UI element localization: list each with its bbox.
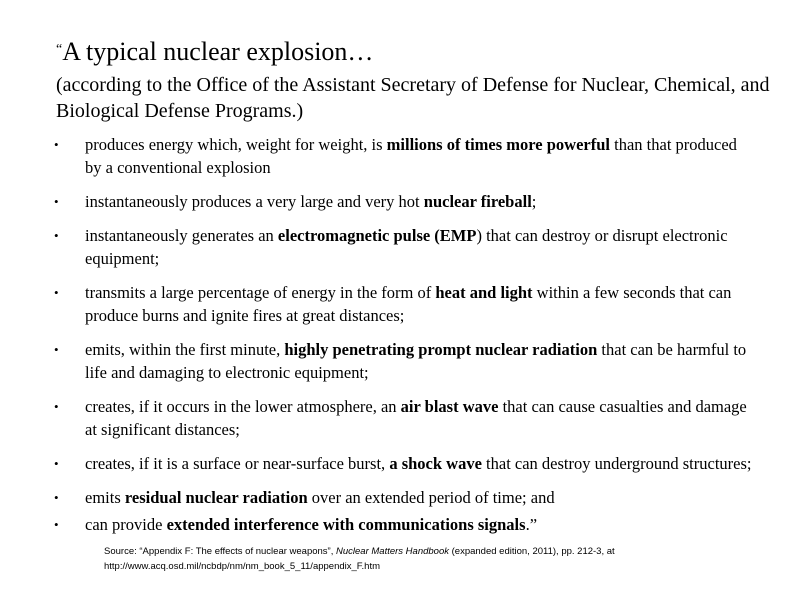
bullet-item [52,513,752,536]
bullet-text-pre: instantaneously produces a very large and very hot [85,192,424,211]
bullet-item [52,338,752,384]
source-text-pre: Source: “Appendix F: The effects of nuclear weapons”, [104,546,336,557]
bullet-text-post: that can destroy underground structures; [481,454,752,473]
bullet-glyph: • [54,399,59,414]
bullet-text-post: ) that can destroy or disrupt electronic equipment; [85,226,728,268]
bullet-item [52,395,752,441]
bullet-text-post: over an extended period of time; and [307,488,555,507]
bullet-text-bold: millions of times more powerful [386,135,611,154]
bullet-item [52,452,752,475]
bullet-text-post: that can cause casualties and damage at significant distances; [85,397,747,439]
bullet-text-post: within a few seconds that can produce burns and ignite fires at great distances; [85,283,732,325]
bullet-text-bold: electromagnetic pulse (EMP [277,226,477,245]
title-main-line [56,33,776,69]
bullet-glyph: • [54,490,59,505]
bullet-text-bold: air blast wave [400,397,499,416]
bullet-item [52,224,752,270]
bullet-text-pre: produces energy which, weight for weight, is [85,135,387,154]
bullet-text-post: than that produced by a conventional explosion [85,135,737,177]
bullet-text-pre: emits [85,488,125,507]
bullet-text-bold: heat and light [435,283,533,302]
bullet-glyph: • [54,137,59,152]
slide-title [56,33,776,124]
bullet-text-pre: transmits a large percentage of energy in the form of [85,283,436,302]
bullet-item [52,133,752,179]
bullet-item [52,190,752,213]
bullet-glyph: • [54,517,59,532]
source-text-post: (expanded edition, 2011), pp. 212-3, at http://www.acq.osd.mil/ncbdp/nm/nm_book_5_11/appendix_F.htm [104,546,615,572]
title-open-quote: “ [56,42,63,57]
bullet-text-bold: highly penetrating prompt nuclear radiation [284,340,598,359]
source-book-title: Nuclear Matters Handbook [336,546,449,557]
bullet-text-pre: can provide [85,515,167,534]
bullet-glyph: • [54,228,59,243]
bullet-glyph: • [54,456,59,471]
bullet-text-bold: nuclear fireball [423,192,532,211]
bullet-text-post: ; [531,192,537,211]
title-main-text: A typical nuclear explosion… [62,37,374,66]
source-citation [104,544,724,574]
bullet-text-pre: instantaneously generates an [85,226,278,245]
bullet-glyph: • [54,194,59,209]
bullet-item [52,486,752,509]
bullet-text-pre: emits, within the first minute, [85,340,285,359]
bullet-list [52,133,752,547]
bullet-glyph: • [54,285,59,300]
bullet-item [52,281,752,327]
bullet-text-post: .” [525,515,538,534]
bullet-glyph: • [54,342,59,357]
bullet-text-bold: extended interference with communications signals [166,515,526,534]
bullet-text-pre: creates, if it occurs in the lower atmosphere, an [85,397,401,416]
title-subtitle: (according to the Office of the Assistant Secretary of Defense for Nuclear, Chemical, and Biological Defense Programs.) [56,74,770,122]
bullet-text-bold: residual nuclear radiation [124,488,308,507]
bullet-text-bold: a shock wave [389,454,482,473]
bullet-text-pre: creates, if it is a surface or near-surface burst, [85,454,390,473]
bullet-text-post: that can be harmful to life and damaging to electronic equipment; [85,340,747,382]
